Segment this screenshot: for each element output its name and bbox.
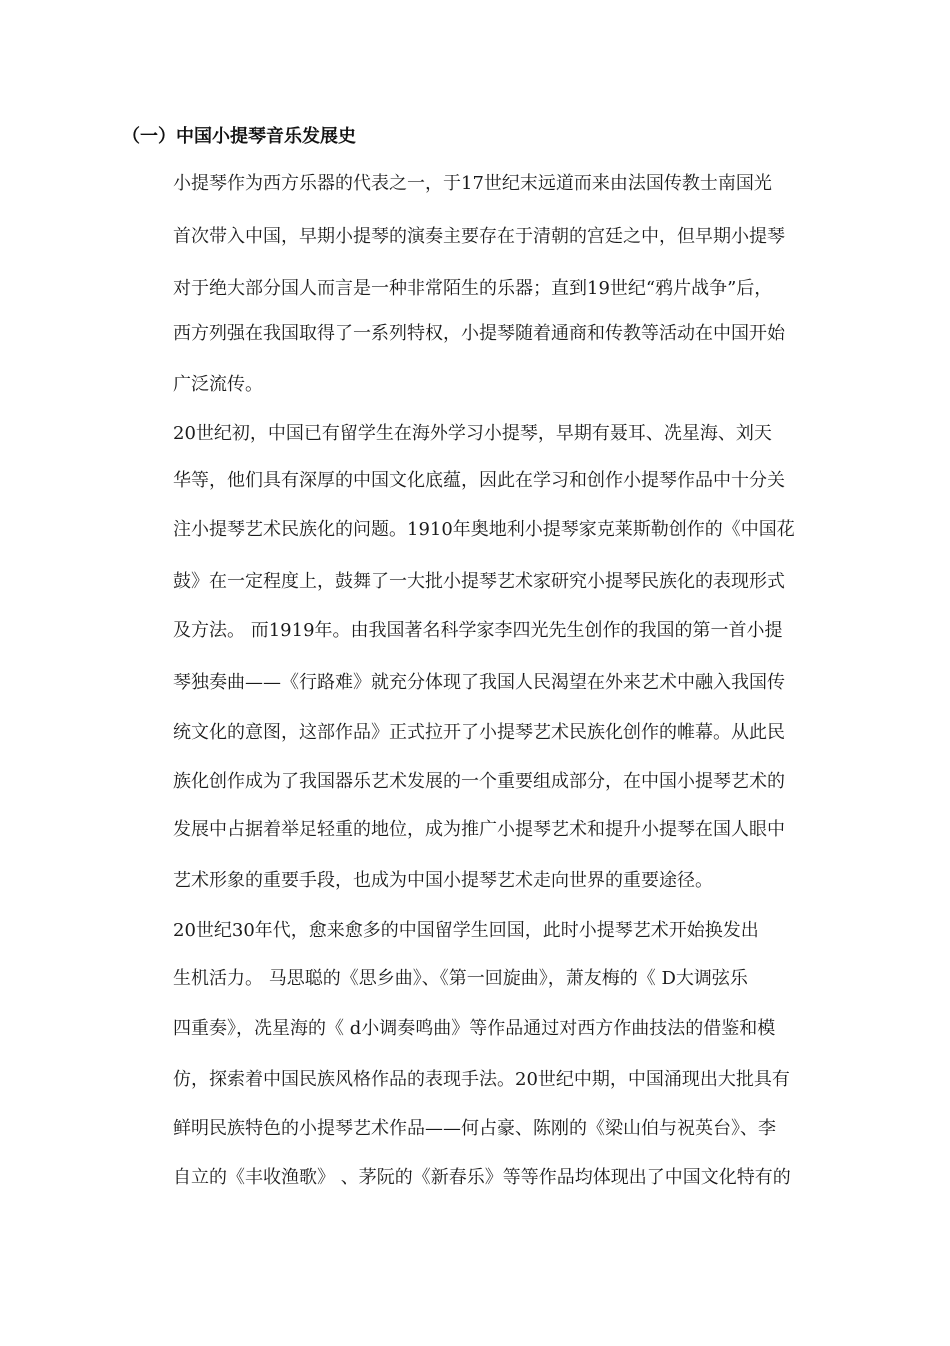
text-line-1: 小提琴作为西方乐器的代表之一，于17世纪末远道而来由法国传教士南国光 [173, 173, 772, 194]
text-line-8: 注小提琴艺术民族化的问题。1910年奥地利小提琴家克莱斯勒创作的《中国花 [173, 519, 795, 540]
text-line-17: 生机活力。 马思聪的《思乡曲》、《第一回旋曲》，萧友梅的《 D大调弦乐 [173, 968, 748, 989]
section-heading: （一）中国小提琴音乐发展史 [122, 126, 356, 147]
text-line-15: 艺术形象的重要手段，也成为中国小提琴艺术走向世界的重要途径。 [173, 870, 713, 891]
text-line-3: 对于绝大部分国人而言是一种非常陌生的乐器；直到19世纪“鸦片战争”后， [173, 278, 773, 299]
text-line-4: 西方列强在我国取得了一系列特权，小提琴随着通商和传教等活动在中国开始 [173, 323, 785, 344]
text-line-13: 族化创作成为了我国器乐艺术发展的一个重要组成部分，在中国小提琴艺术的 [173, 771, 785, 792]
text-line-11: 琴独奏曲——《行路难》就充分体现了我国人民渴望在外来艺术中融入我国传 [173, 672, 785, 693]
text-line-10: 及方法。 而1919年。由我国著名科学家李四光先生创作的我国的第一首小提 [173, 620, 783, 641]
text-line-6: 20世纪初，中国已有留学生在海外学习小提琴，早期有聂耳、冼星海、刘天 [173, 423, 772, 444]
text-line-5: 广泛流传。 [173, 374, 263, 395]
text-line-7: 华等，他们具有深厚的中国文化底蕴，因此在学习和创作小提琴作品中十分关 [173, 470, 785, 491]
text-line-18: 四重奏》，冼星海的《 d小调奏鸣曲》等作品通过对西方作曲技法的借鉴和模 [173, 1018, 776, 1039]
text-line-14: 发展中占据着举足轻重的地位，成为推广小提琴艺术和提升小提琴在国人眼中 [173, 819, 785, 840]
text-line-2: 首次带入中国，早期小提琴的演奏主要存在于清朝的宫廷之中，但早期小提琴 [173, 226, 785, 247]
text-line-20: 鲜明民族特色的小提琴艺术作品——何占豪、陈刚的《梁山伯与祝英台》、李 [173, 1118, 776, 1139]
text-line-12: 统文化的意图，这部作品》正式拉开了小提琴艺术民族化创作的帷幕。从此民 [173, 722, 785, 743]
text-line-21: 自立的《丰收渔歌》 、茅阮的《新春乐》等等作品均体现出了中国文化特有的 [173, 1167, 791, 1188]
text-line-9: 鼓》在一定程度上，鼓舞了一大批小提琴艺术家研究小提琴民族化的表现形式 [173, 571, 785, 592]
text-line-16: 20世纪30年代，愈来愈多的中国留学生回国，此时小提琴艺术开始换发出 [173, 920, 759, 941]
text-line-19: 仿，探索着中国民族风格作品的表现手法。20世纪中期，中国涌现出大批具有 [173, 1069, 790, 1090]
